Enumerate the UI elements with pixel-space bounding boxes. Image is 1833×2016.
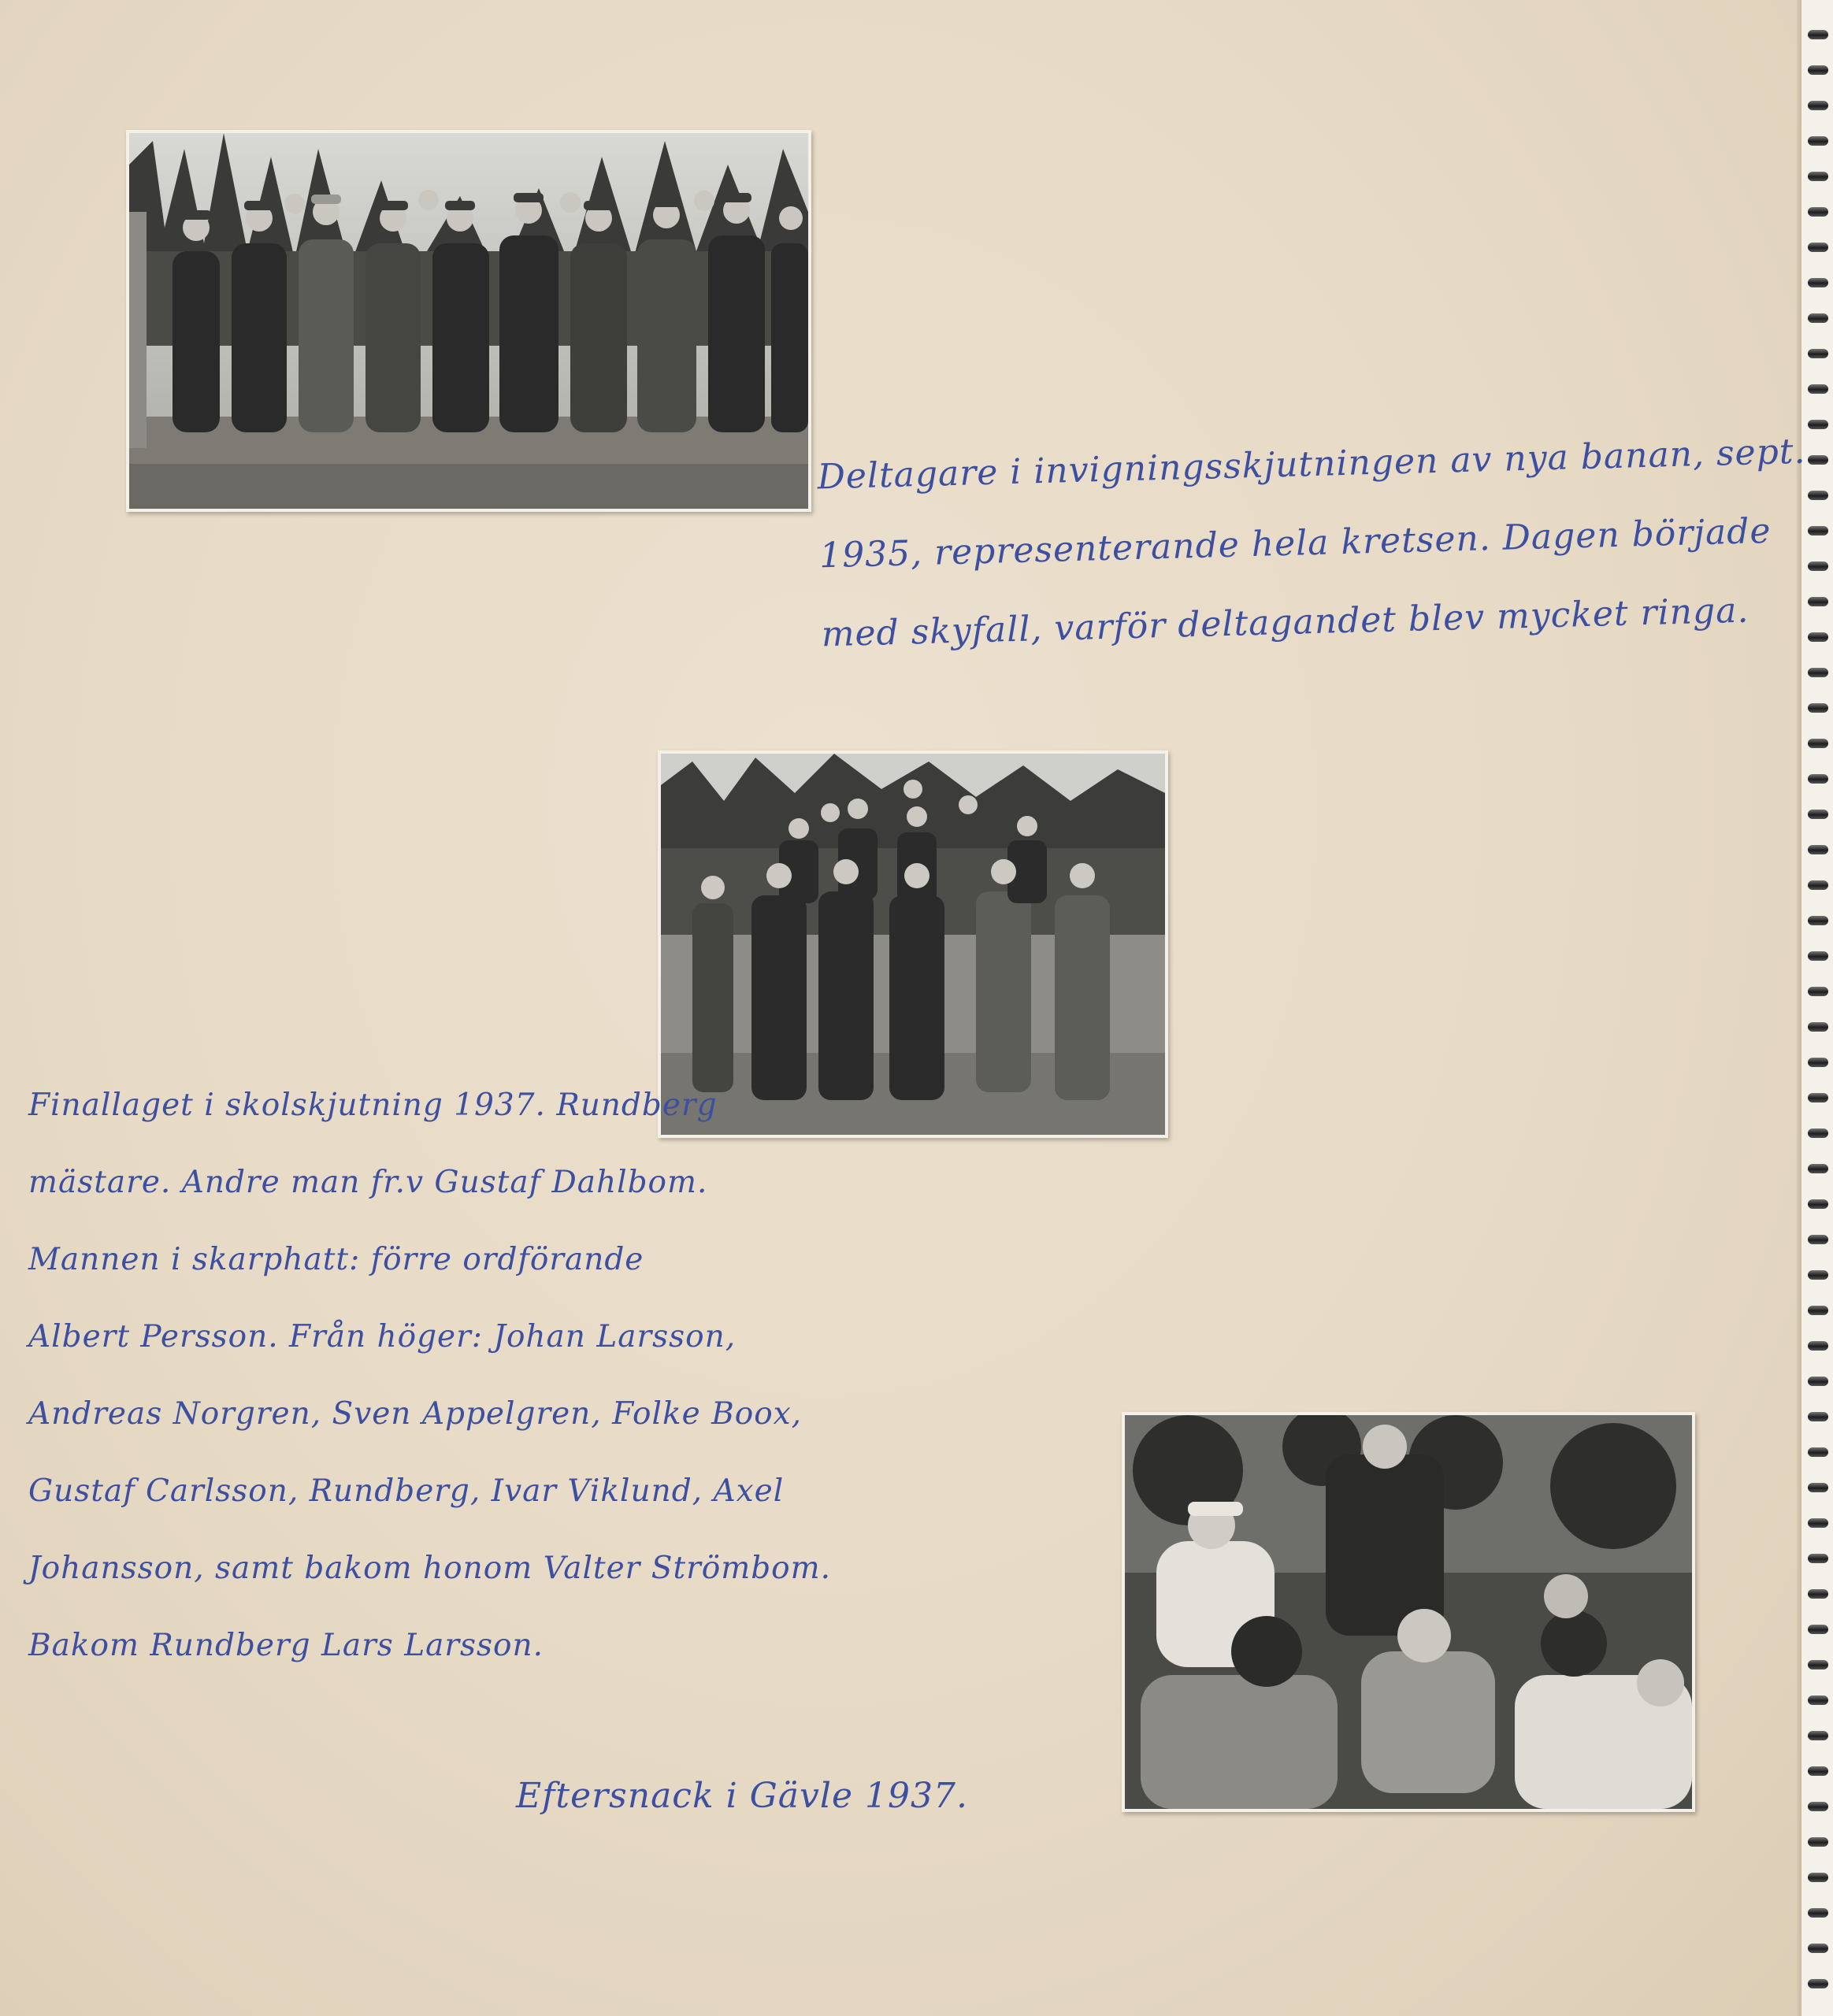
caption-final-team-line: mästare. Andre man fr.v Gustaf Dahlbom. — [28, 1165, 708, 1200]
binding-ring — [1808, 207, 1828, 217]
binding-ring — [1808, 916, 1828, 925]
photo-eftersnack — [1122, 1412, 1695, 1812]
caption-final-team-line: Mannen i skarphatt: förre ordförande — [28, 1242, 644, 1277]
binding-ring — [1808, 1235, 1828, 1244]
binding-ring — [1808, 597, 1828, 606]
binding-ring — [1808, 880, 1828, 890]
binding-ring — [1808, 1341, 1828, 1351]
binding-ring — [1808, 313, 1828, 323]
photo-eftersnack-image — [1125, 1415, 1692, 1809]
caption-final-team-line: Bakom Rundberg Lars Larsson. — [28, 1628, 544, 1663]
binding-ring — [1808, 1908, 1828, 1918]
photo-group-inauguration — [126, 130, 811, 512]
binding-ring — [1808, 1589, 1828, 1599]
binding-ring — [1808, 1128, 1828, 1138]
binding-ring — [1808, 1944, 1828, 1953]
binding-ring — [1808, 1093, 1828, 1102]
binding-ring — [1808, 1447, 1828, 1457]
binding-ring — [1808, 30, 1828, 39]
caption-inauguration-line: 1935, representerande hela kretsen. Dagen började — [818, 510, 1772, 576]
binding-ring — [1808, 1164, 1828, 1173]
binding-ring — [1808, 1979, 1828, 1988]
binding-ring — [1808, 1837, 1828, 1847]
caption-final-team-line: Gustaf Carlsson, Rundberg, Ivar Viklund, Axel — [28, 1473, 785, 1509]
binding-ring — [1808, 349, 1828, 358]
binding-ring — [1808, 420, 1828, 429]
caption-final-team-line: Johansson, samt bakom honom Valter Strömbom. — [28, 1551, 832, 1586]
caption-final-team-line: Andreas Norgren, Sven Appelgren, Folke Boox, — [28, 1396, 803, 1432]
binding-ring — [1808, 774, 1828, 784]
binding-ring — [1808, 1873, 1828, 1882]
binding-ring — [1808, 561, 1828, 571]
caption-inauguration-line: Deltagare i invigningsskjutningen av nya banan, sept. — [816, 431, 1807, 498]
binding-ring — [1808, 1518, 1828, 1528]
binding-ring — [1808, 1377, 1828, 1386]
binding-ring — [1808, 951, 1828, 961]
binding-ring — [1808, 987, 1828, 996]
binding-ring — [1808, 810, 1828, 819]
binding-ring — [1808, 739, 1828, 748]
binding-ring — [1808, 1058, 1828, 1067]
binding-ring — [1808, 845, 1828, 854]
binding-ring — [1808, 65, 1828, 75]
binding-ring — [1808, 526, 1828, 536]
binding-ring — [1808, 703, 1828, 713]
binding-ring — [1808, 491, 1828, 500]
binding-ring — [1808, 1270, 1828, 1280]
binding-ring — [1808, 1625, 1828, 1634]
binding-ring — [1808, 1695, 1828, 1705]
caption-inauguration-line: med skyfall, varför deltagandet blev mycket ringa. — [821, 590, 1750, 655]
caption-final-team-line: Finallaget i skolskjutning 1937. Rundberg — [28, 1088, 718, 1123]
binding-ring — [1808, 668, 1828, 677]
binding-ring — [1808, 172, 1828, 181]
binding-ring — [1808, 1802, 1828, 1811]
caption-final-team — [28, 1067, 831, 1684]
binding-ring — [1808, 384, 1828, 394]
binding-ring — [1808, 632, 1828, 642]
binding-ring — [1808, 1660, 1828, 1670]
caption-eftersnack: Eftersnack i Gävle 1937. — [516, 1776, 968, 1816]
binding-ring — [1808, 1554, 1828, 1563]
binding-ring — [1808, 101, 1828, 110]
binding-ring — [1808, 1306, 1828, 1315]
binding-ring — [1808, 1483, 1828, 1492]
binding-ring — [1808, 1731, 1828, 1740]
binding-ring — [1808, 1412, 1828, 1421]
binding-ring — [1808, 1766, 1828, 1776]
binding-ring — [1808, 1022, 1828, 1032]
binding-ring — [1808, 1199, 1828, 1209]
spiral-binding — [1801, 0, 1833, 2016]
binding-ring — [1808, 455, 1828, 465]
photo-group-inauguration-image — [129, 133, 808, 509]
caption-inauguration — [816, 413, 1811, 675]
binding-ring — [1808, 243, 1828, 252]
caption-final-team-line: Albert Persson. Från höger: Johan Larsson, — [28, 1319, 737, 1354]
binding-ring — [1808, 278, 1828, 287]
binding-ring — [1808, 136, 1828, 146]
